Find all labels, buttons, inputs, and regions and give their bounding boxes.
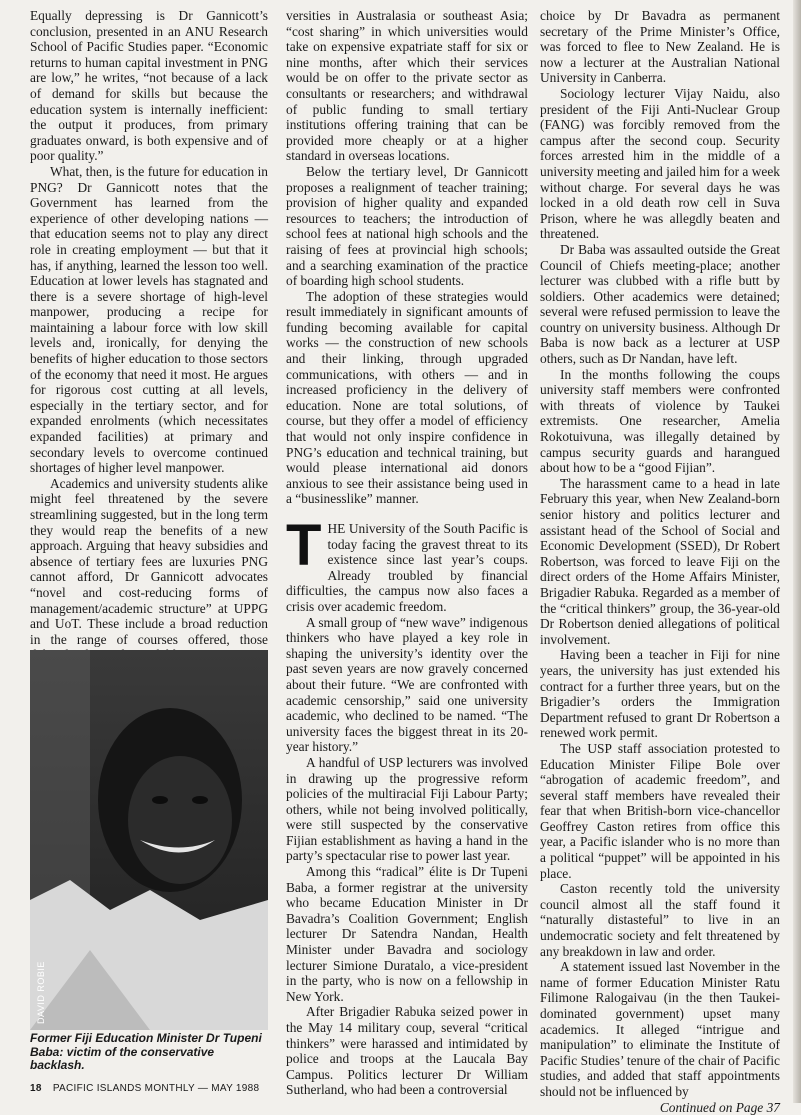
paragraph: Equally depressing is Dr Gannicott’s conclusion, presented in an ANU Research School of Pacific Studies paper. “Economic returns to human capital investment in PNG are low,” he writes, “not because of a lack of demand for skills but because the education system is internally inefficient: the output it produces, from primary graduates onward, is both expensive and of poor quality.”: [30, 8, 268, 164]
paragraph: versities in Australasia or southeast Asia; “cost sharing” in which universities would take on expensive expatriate staff for six or nine months, after which their services would be on offer to the private sector as consultants or researchers; and withdrawal of public funding to small tertiary institutions offering training that can be provided more cheaply or at a higher standard in overseas locations.: [286, 8, 528, 164]
page-footer: [30, 1083, 259, 1094]
photo-caption: Former Fiji Education Minister Dr Tupeni Baba: victim of the conservative backlash.: [30, 1031, 262, 1072]
paragraph: The adoption of these strategies would result immediately in significant amounts of funding becoming available for capital works — the construction of new schools and their linking, through upgraded communications, with others — and in increased proficiency in the delivery of education. None are total solutions, of course, but they offer a model of efficiency that would not only inspire confidence in PNG’s education and technical training, but would please international aid donors anxious to see their assistance being used in a “businesslike” manner.: [286, 288, 528, 507]
column-3: [540, 8, 780, 1115]
column-2: [286, 8, 528, 1098]
paragraph: After Brigadier Rabuka seized power in the May 14 military coup, several “critical thinkers” were harassed and intimidated by police and troops at the Laucala Bay Campus. Politics lecturer Dr William Sutherland, who had been a controversial: [286, 1004, 528, 1098]
paragraph: Caston recently told the university council almost all the staff found it “naturally distasteful” to live in an undemocratic society and felt threatened by any breakdown in law and order.: [540, 881, 780, 959]
lead-text: HE University of the South Pacific is today facing the gravest threat to its existence since last year’s coups. Already troubled by financial difficulties, the campus now also faces a crisis over academic freedom.: [286, 521, 528, 614]
paragraph: The USP staff association protested to Education Minister Filipe Bole over “abrogation of academic freedom”, and several staff members have revealed their fear that when British-born vice-chancellor Geoffrey Caston retires from office this year, a Pacific islander who is no more than a political “puppet” will be appointed in his place.: [540, 740, 780, 881]
portrait-photo: [30, 650, 268, 1030]
photo-credit: DAVID ROBIE: [36, 961, 46, 1024]
paragraph: Having been a teacher in Fiji for nine years, the university has just extended his contract for a further three years, but on the Brigadier’s orders the Immigration Department refused to grant Dr Robertson a renewed work permit.: [540, 647, 780, 741]
paragraph: Below the tertiary level, Dr Gannicott proposes a realignment of teacher training; provision of higher quality and expanded resources to teachers; the introduction of school fees at national high schools and the raising of fees at provincial high schools; and a searching examination of the practice of boarding high school students.: [286, 163, 528, 289]
paragraph: A statement issued last November in the name of former Education Minister Ratu Filimone Ralogaivau (in the then Taukei-dominated government) upset many academics. It alleged “intrigue and manipulation” to eliminate the Institute of Pacific Studies’ tenure of the chair of Pacific studies, and added that staff appointments should not be influenced by: [540, 959, 780, 1099]
page-number: 18: [30, 1083, 42, 1094]
page-edge: [793, 0, 801, 1103]
paragraph: Academics and university students alike might feel threatened by the severe streamlining suggested, but in the long term they would reap the benefits of a new approach. Arguing that heavy subsidies and absence of tertiary fees are luxuries PNG cannot afford, Dr Gannicott advocates “novel and cost-reducing forms of management/academic structure” at UPPG and UoT. These include a broad reduction in the range of courses offered, those: [30, 475, 268, 647]
drop-cap: T: [286, 513, 322, 578]
paragraph: Dr Baba was assaulted outside the Great Council of Chiefs meeting-place; another lecturer was clubbed with a rifle butt by soldiers. Other academics were detained; several were refused permission to leave the country on university business. Although Dr Baba is now back as a lecturer at USP others, such as Dr Nandan, have left.: [540, 241, 780, 367]
paragraph: The harassment came to a head in late February this year, when New Zealand-born senior history and politics lecturer and assistant head of the School of Social and Economic Development (SSED), Dr Robert Robertson, was forced to leave Fiji on the direct orders of the Home Affairs Minister, Brigadier Rabuka. Regarded as a member of the “critical thinkers” group, the 36-year-old Dr Robertson denied allegations of political involvement.: [540, 475, 780, 647]
paragraph: Sociology lecturer Vijay Naidu, also president of the Fiji Anti-Nuclear Group (FANG) was forcibly removed from the campus after the second coup. Security forces arrested him in the middle of a university meeting and jailed him for a week without charge. For several days he was locked in a old death row cell in Suva Prison, where he was allegdly beaten and threatened.: [540, 85, 780, 242]
publication-line: PACIFIC ISLANDS MONTHLY — MAY 1988: [52, 1083, 260, 1094]
column-1: [30, 8, 268, 663]
portrait-image: [30, 650, 268, 1030]
paragraph: Among this “radical” élite is Dr Tupeni Baba, a former registrar at the university who became Education Minister in Dr Bavadra’s Coalition Government; English lecturer Dr Satendra Nandan, Health Minister under Bavadra and sociology lecturer Simione Duratalo, a vice-president in the party, who is now on a fellowship in New York.: [286, 864, 528, 1004]
continued-link[interactable]: Continued on Page 37: [659, 1099, 780, 1115]
paragraph: A small group of “new wave” indigenous thinkers who have played a key role in shaping the university’s identity over the past seven years are now gravely concerned about their future. “We are confronted with academic censorship,” said one university academic, who declined to be named. “The university faces the biggest threat in its 20-year history.”: [286, 614, 528, 755]
paragraph: What, then, is the future for education in PNG? Dr Gannicott notes that the Government has learned from the experience of other developing nations — that education seems not to play any direct role in creating employment — but that it has, if anything, learned the lesson too well. Education at lower levels has stagnated and there is a severe shortage of high-level manpower, producing a recipe for maintaining a labour force with low skill levels and, ironically, for denying the benefits of higher education to those sectors of the economy that need it most. He argues for rigorous cost cutting at all levels, especially in the tertiary sector, and for expanded enrolments (which necessitates expanded facilities) at primary and secondary levels to overcome continued shortages of higher level manpower.: [30, 163, 268, 476]
paragraph: A handful of USP lecturers was involved in drawing up the progressive reform policies of the multiracial Fiji Labour Party; others, while not being involved politically, were still suspected by the conservative Fijian establishment as having a hand in the party’s spectacular rise to power last year.: [286, 754, 528, 864]
paragraph: In the months following the coups university staff members were confronted with threats of violence by Taukei extremists. One researcher, Amelia Rokotuivuna, was illegally detained by campus security guards and harangued about how to be a “good Fijian”.: [540, 366, 780, 476]
lead-paragraph: [286, 513, 528, 615]
paragraph: choice by Dr Bavadra as permanent secretary of the Prime Minister’s Office, was forced to flee to New Zealand. He is now a lecturer at the Australian National University in Canberra.: [540, 8, 780, 86]
